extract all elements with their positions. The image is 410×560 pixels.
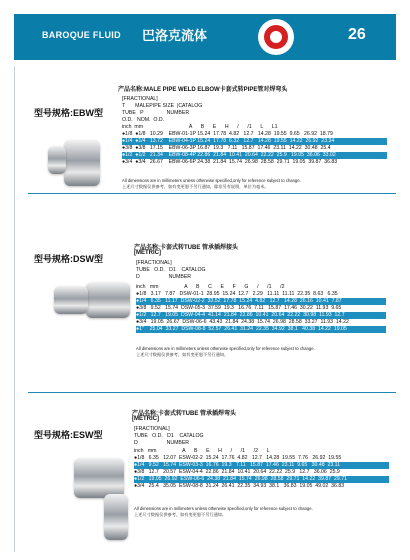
brand-name-cn: 巴洛克流体 [142,28,208,43]
top-margin [0,0,410,12]
table-row: ●3/8 ●3/8 17.15 EBW-06-3P 16.87 19.3 7.11 15.87 17.46 23.11 14.22 30.48 25.4 [122,145,331,151]
product-title: 产品名称:卡套式转TUBE 管承插焊弯头 [132,411,236,417]
brand-name: BAROQUE FLUID [42,30,121,40]
section-ebw [14,70,396,190]
product-subtitle: [METRIC] [132,416,159,422]
model-label: 型号规格:ESW型 [34,430,103,440]
table-row: ●1/8 ●1/8 10.29 EBW-01-1P 15.24 17.78 4.82 12.7 14.28 19.55 9.65 26.92 18.79 [122,131,333,137]
product-title: 产品名称:MALE PIPE WELD ELBOW卡套式转PIPE管对焊弯头 [118,87,288,93]
elbow-fitting-image [64,140,100,186]
table-row: ●1" 25.04 33.27 DSW-08-8 52.57 26.41 31.24 22.35 34.92 38.1 40.38 14.22 19.05 [136,326,386,333]
page-header [14,14,396,60]
product-title: 产品名称:卡套式转TUBE 管承插焊接头 [134,245,238,251]
note-cn: 上述尺寸数据仅供参考，如有变更恕不另行通知，除非另有说明，单位为毫米。 [122,184,269,189]
model-label: 型号规格:EBW型 [34,108,103,118]
header-line: D NUMBER [134,440,190,446]
section-dsw [14,200,396,360]
elbow-fitting-image [104,494,128,540]
table-row: ●1/4 6.35 11.17 DSW-02-2 33.52 17.78 15.24 4.82 12.7 14.28 26.16 10.41 7.87 [136,298,386,305]
elbow-fitting-image [74,458,124,498]
table-row: ●3/4 19.05 26.67 DSW-06-6 43.43 21.84 24.38 15.74 26.98 28.58 33.27 11.93 14.22 [136,319,349,325]
header-line: TUBE O.D. D1 CATALOG [134,433,204,439]
table-row: ●3/4 25.4 35.05 ESW-08-8 31.24 26.41 22.35 34.93 38.1 36.83 19.05 49.02 36.83 [134,483,345,489]
union-fitting-image [54,286,88,314]
union-fitting-image [86,282,130,318]
header-line: [FRACTIONAL] [122,96,158,102]
header-line: TUBE P NUMBER [122,110,190,116]
header-line: D NUMBER [136,274,192,280]
header-line: TUBE O.D. D1 CATALOG [136,267,206,273]
note-en: All dimensions are in millimeters unless otherwise specified,only for reference subject to change. [136,346,315,351]
table-row: ●3/8 9.52 15.74 DSW-05-3 37.59 19.3 16.76 7.11 15.87 17.46 30.22 11.93 9.65 [136,305,342,311]
model-label: 型号规格:DSW型 [34,254,103,264]
note-cn: 上述尺寸数据仅供参考，如有变更恕不另行通知。 [136,352,229,357]
note-en: All dimensions are in millimeters unless otherwise specified,only for reference subject to change. [122,178,301,183]
table-row: ●1/8 3.17 7.87 DSW-01-1 28.95 15.24 12.7 2.29 11.11 11.11 22.35 8.63 6.35 [136,291,338,297]
header-line: [FRACTIONAL] [136,260,172,266]
table-row: ●1/2 12.7 19.05 DSW-04-4 41.14 21.84 22.86 10.41 20.64 22.22 30.98 11.93 12.7 [136,312,386,319]
column-headers: inch mm A B E H / /1 /2 L [134,448,270,454]
table-row: ●1/4 ●1/4 13.72 EBW-04-1P 15.24 17.78 6.32 12.7 14.28 19.55 14.22 26.92 23.34 [122,138,387,145]
section-esw [14,398,396,558]
table-row: ●1/2 19.05 26.92 ESW-06-6 24.38 21.84 15.74 26.98 28.58 29.71 14.22 39.87 29.71 [134,476,389,483]
divider [28,392,396,393]
elbow-fitting-image [48,146,66,174]
note-cn: 上述尺寸数据仅供参考，如有变更恕不另行通知。 [134,512,227,517]
table-row: ●3/8 12.7 20.57 ESW-04-4 22.86 21.84 10.41 20.64 22.22 25.9 12.7 36.06 25.9 [134,469,340,475]
table-row: ●1/8 6.35 12.07 ESW-02-2 15.24 17.76 4.82 12.7 14.28 19.55 7.76 26.92 19.55 [134,455,342,461]
table-row: ●1/2 ●1/2 21.34 EBW-08-4P 22.86 21.84 10.41 20.64 22.22 25.9 19.05 36.06 33.02 [122,152,387,159]
product-subtitle: [METRIC] [134,250,161,256]
header-line: O.D. NOM. O.D. [122,117,165,123]
table-row: ●1/4 9.52 15.74 ESW-03-3 16.76 19.3 7.11 15.87 17.46 23.11 9.65 30.48 23.11 [134,462,389,469]
table-row: ●3/4 ●3/4 26.67 EBW-06-6P 24.38 21.84 15.74 26.98 28.58 29.71 19.05 39.87 36.83 [122,159,338,165]
note-en: All dimensions are in millimeters unless otherwise specified,only for reference subject to change. [134,506,313,511]
red-circle-logo-icon [258,19,294,55]
page-number: 26 [348,26,366,43]
column-headers: inch mm A B C E F G / /1 /2 [136,284,285,290]
header-line: T MALEPIPE SIZE |CATALOG [122,103,203,109]
divider [28,193,396,194]
header-line: [FRACTIONAL] [134,426,170,432]
column-headers: inch mm A B E H / /1 L L1 [122,124,278,130]
